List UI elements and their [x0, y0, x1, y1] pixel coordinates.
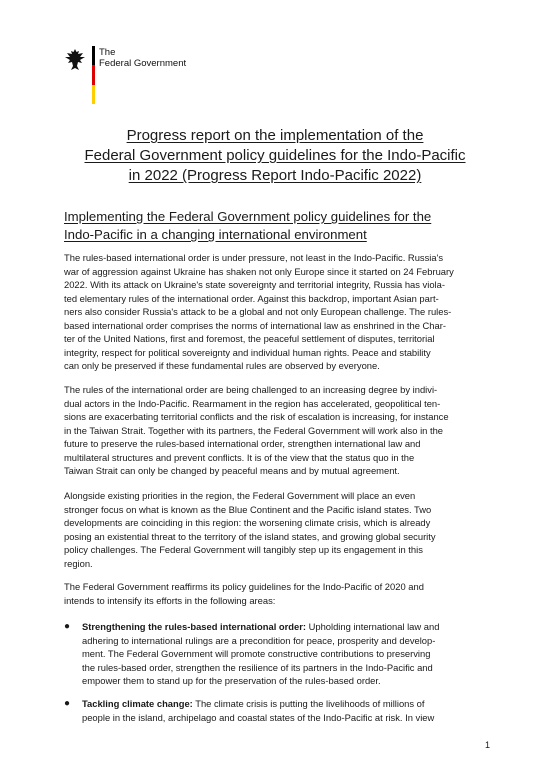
- logo-line-federal-government: Federal Government: [99, 58, 187, 69]
- bullet-text: The climate crisis is putting the livelihoods of millions of: [192, 698, 425, 709]
- text-line: Alongside existing priorities in the region, the Federal Government will place an even: [64, 490, 416, 501]
- title-line: in 2022 (Progress Report Indo-Pacific 2022): [128, 167, 422, 184]
- text-line: future to preserve the rules-based international order, strengthen international law and: [64, 438, 421, 449]
- text-line: based international order comprises the norms of international law as enshrined in the Char-: [64, 319, 446, 331]
- text-line: developments are coinciding in this region: the worsening climate crisis, which is already: [64, 517, 431, 528]
- flag-stripe: [92, 46, 95, 104]
- text-line: policy challenges. The Federal Government will tangibly step up its engagement in this: [64, 544, 423, 555]
- text-line: multilateral structures and prevent conflicts. It is of the view that the status quo in the: [64, 451, 415, 463]
- text-line: the rules-based order, strengthen the resilience of its partners in the Indo-Pacific and: [82, 661, 433, 673]
- text-line: sions are exacerbating territorial conflicts and the risk of escalation is increasing, for instance: [64, 411, 449, 422]
- title-line: Federal Government policy guidelines for the Indo-Pacific: [84, 147, 466, 164]
- text-line: The rules-based international order is under pressure, not least in the Indo-Pacific. Russia's: [64, 252, 444, 263]
- text-line: people in the island, archipelago and coastal states of the Indo-Pacific at risk. In view: [82, 711, 435, 723]
- text-line: ners also consider Russia's attack to be a global and not only European challenge. The rules-: [64, 306, 452, 317]
- text-line: dual actors in the Indo-Pacific. Rearmament in the region has accelerated, geopolitical ten-: [64, 397, 441, 409]
- section-heading-line: Indo-Pacific in a changing international environment: [64, 227, 367, 242]
- page-number: 1: [484, 740, 490, 750]
- text-line: can only be preserved if these fundamental rules are observed by everyone.: [64, 360, 380, 371]
- text-line: war of aggression against Ukraine has shaken not only Europe since it started on 24 February: [64, 265, 454, 277]
- flag-gold-stripe: [92, 85, 95, 104]
- text-line: stronger focus on what is known as the Blue Continent and the Pacific island states. Two: [64, 503, 432, 515]
- text-line: empower them to stand up for the preservation of the rules-based order.: [82, 675, 381, 686]
- title-line: Progress report on the implementation of the: [126, 127, 424, 144]
- flag-red-stripe: [92, 65, 95, 84]
- text-line: in the Taiwan Strait. Together with its partners, the Federal Government will work also in the: [64, 424, 443, 436]
- text-line: posing an existential threat to the territory of the island states, and growing global security: [64, 530, 436, 542]
- logo-text: [99, 47, 186, 69]
- text-line: ter of the United Nations, first and foremost, the peaceful settlement of disputes, territorial: [64, 333, 435, 344]
- paragraph-3: [64, 489, 496, 570]
- text-line: 2022. With its attack on Ukraine's state sovereignty and territorial integrity, Russia has viola-: [64, 279, 445, 290]
- logo-line-the: The: [99, 47, 116, 58]
- bullet-first-line: [82, 697, 434, 711]
- document-title: [30, 126, 520, 186]
- text-line: region.: [64, 557, 93, 569]
- bullet-point-icon: ●: [64, 698, 71, 709]
- bullet-heading: Strengthening the rules-based international order:: [82, 621, 306, 632]
- bullet-first-line: [82, 620, 439, 634]
- section-heading-line: Implementing the Federal Government policy guidelines for the: [64, 209, 432, 224]
- text-line: The rules of the international order are being challenged to an increasing degree by indivi-: [64, 384, 438, 395]
- text-line: The Federal Government reaffirms its policy guidelines for the Indo-Pacific of 2020 and: [64, 581, 424, 592]
- flag-black-stripe: [92, 46, 95, 65]
- section-heading: [64, 208, 504, 244]
- text-line: ted elementary rules of the international order. Against this backdrop, important Asian part-: [64, 292, 439, 304]
- paragraph-2: [64, 383, 496, 478]
- text-line: intends to intensify its efforts in the following areas:: [64, 594, 276, 606]
- bullet-text: Upholding international law and: [305, 621, 440, 632]
- text-line: adhering to international rulings are a precondition for peace, prosperity and develop-: [82, 634, 436, 646]
- text-line: Taiwan Strait can only be changed by peaceful means and by mutual agreement.: [64, 465, 400, 476]
- text-line: integrity, respect for political sovereignty and individual human rights. Peace and stability: [64, 346, 431, 358]
- bullet-heading: Tackling climate change:: [82, 698, 193, 709]
- paragraph-1: [64, 251, 496, 373]
- federal-eagle-icon: [64, 48, 86, 72]
- paragraph-4: [64, 580, 496, 607]
- text-line: ment. The Federal Government will promote constructive contributions to preserving: [82, 648, 431, 659]
- bullet-point-icon: ●: [64, 621, 71, 632]
